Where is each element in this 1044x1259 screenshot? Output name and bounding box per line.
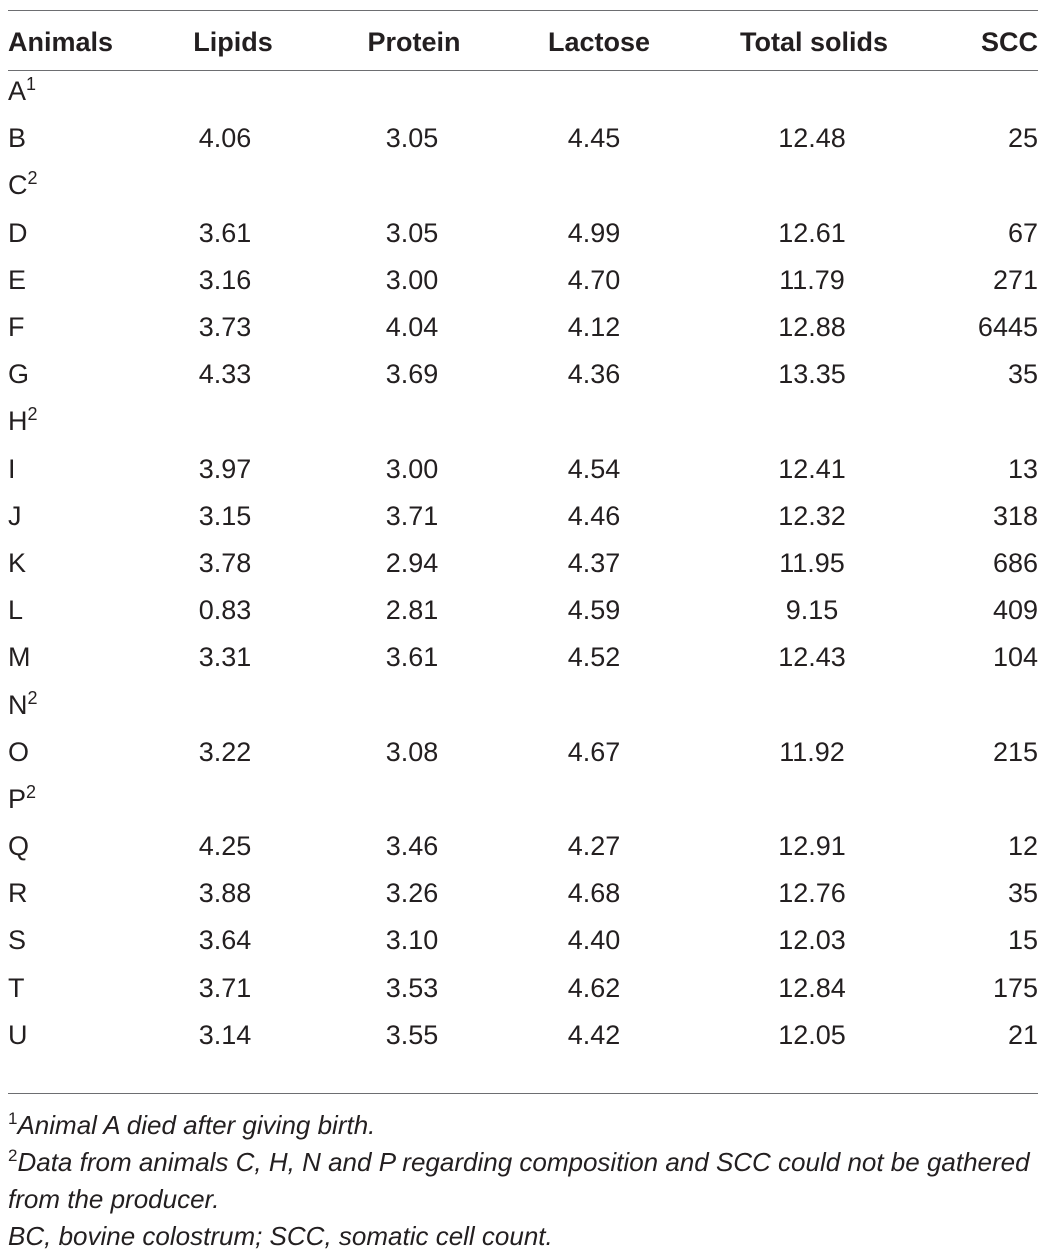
scc-cell: 104	[992, 642, 1038, 673]
animal-cell	[8, 68, 158, 115]
total-solids-cell	[698, 776, 930, 823]
lactose-cell: 4.62	[567, 972, 621, 1003]
animal-cell	[8, 1012, 158, 1059]
table-row	[8, 493, 1038, 540]
animal-label: T	[8, 972, 25, 1003]
lactose-cell: 4.40	[567, 925, 621, 956]
total-solids-cell: 12.76	[778, 878, 846, 909]
lactose-cell	[500, 68, 698, 115]
protein-cell: 3.55	[385, 1019, 439, 1050]
table-row	[8, 776, 1038, 823]
animal-cell	[8, 917, 158, 964]
footnote-marker: 1	[26, 74, 37, 95]
footnote-1-text: Animal A died after giving birth.	[17, 1110, 376, 1140]
lipids-cell: 3.22	[198, 736, 252, 767]
animal-label: S	[8, 925, 27, 956]
animal-label: O	[8, 736, 30, 767]
lactose-cell	[500, 398, 698, 445]
lipids-cell: 3.14	[198, 1019, 252, 1050]
footnote-abbreviations	[8, 1218, 1040, 1255]
animal-label: F	[8, 312, 25, 343]
animal-cell	[8, 304, 158, 351]
total-solids-cell: 11.79	[779, 264, 845, 295]
header-lactose: Lactose	[547, 26, 651, 57]
header-row	[8, 16, 1038, 68]
scc-cell	[930, 681, 1038, 728]
scc-cell	[930, 68, 1038, 115]
lactose-cell: 4.99	[567, 217, 621, 248]
lipids-cell: 3.16	[198, 264, 252, 295]
scc-cell: 67	[1007, 217, 1038, 248]
lipids-cell	[158, 68, 328, 115]
lactose-cell: 4.12	[567, 312, 621, 343]
lactose-cell: 4.27	[567, 831, 621, 862]
protein-cell	[328, 162, 500, 209]
footnote-marker: 2	[27, 404, 38, 425]
protein-cell: 3.00	[385, 264, 439, 295]
total-solids-cell: 12.03	[778, 925, 846, 956]
scc-cell: 271	[992, 264, 1038, 295]
table-row	[8, 917, 1038, 964]
header-protein: Protein	[367, 26, 461, 57]
footnote-marker: 2	[26, 781, 37, 802]
lactose-cell: 4.45	[567, 123, 621, 154]
animal-label: H	[8, 406, 28, 437]
animal-cell	[8, 210, 158, 257]
animal-label: R	[8, 878, 28, 909]
table-row	[8, 257, 1038, 304]
scc-cell: 25	[1007, 123, 1038, 154]
lipids-cell: 3.78	[198, 547, 252, 578]
scc-cell: 21	[1007, 1019, 1038, 1050]
total-solids-cell	[698, 162, 930, 209]
animal-label: N	[8, 689, 28, 720]
table-row	[8, 587, 1038, 634]
animal-label: J	[8, 500, 22, 531]
animal-label: C	[8, 170, 28, 201]
lactose-cell: 4.37	[567, 547, 621, 578]
protein-cell: 3.26	[385, 878, 439, 909]
animal-cell	[8, 587, 158, 634]
scc-cell: 175	[992, 972, 1038, 1003]
total-solids-cell: 12.32	[778, 500, 846, 531]
animal-label: A	[8, 76, 27, 107]
lipids-cell: 4.06	[198, 123, 252, 154]
animal-label: Q	[8, 831, 30, 862]
table-row	[8, 398, 1038, 445]
scc-cell: 409	[992, 595, 1038, 626]
total-solids-cell: 12.84	[778, 972, 846, 1003]
total-solids-cell: 11.95	[779, 547, 845, 578]
table-body	[8, 68, 1038, 1059]
animal-cell	[8, 681, 158, 728]
animal-cell	[8, 776, 158, 823]
total-solids-cell	[698, 681, 930, 728]
footnote-marker: 2	[27, 687, 38, 708]
scc-cell	[930, 398, 1038, 445]
table-row	[8, 540, 1038, 587]
animal-cell	[8, 870, 158, 917]
animal-cell	[8, 540, 158, 587]
lipids-cell: 3.31	[198, 642, 252, 673]
total-solids-cell	[698, 68, 930, 115]
total-solids-cell: 12.61	[778, 217, 846, 248]
protein-cell: 3.46	[385, 831, 439, 862]
animal-label: P	[8, 783, 27, 814]
lipids-cell: 3.73	[198, 312, 252, 343]
protein-cell: 3.08	[385, 736, 439, 767]
protein-cell: 3.71	[385, 500, 439, 531]
protein-cell: 3.61	[385, 642, 439, 673]
lactose-cell: 4.59	[567, 595, 621, 626]
protein-cell	[328, 68, 500, 115]
animal-label: E	[8, 264, 27, 295]
table-row	[8, 351, 1038, 398]
table-row	[8, 634, 1038, 681]
animal-cell	[8, 823, 158, 870]
lactose-cell: 4.67	[567, 736, 621, 767]
protein-cell: 3.05	[385, 217, 439, 248]
footnote-2-text: Data from animals C, H, N and P regarding composition and SCC could not be gathered from the producer.	[8, 1147, 1030, 1214]
lipids-cell: 3.97	[198, 453, 252, 484]
footnote-abbreviations-text: BC, bovine colostrum; SCC, somatic cell count.	[8, 1221, 553, 1251]
table-row	[8, 446, 1038, 493]
protein-cell	[328, 776, 500, 823]
animal-label: U	[8, 1019, 28, 1050]
protein-cell: 2.94	[385, 547, 439, 578]
total-solids-cell: 12.88	[778, 312, 846, 343]
scc-cell: 6445	[977, 312, 1038, 343]
scc-cell: 15	[1007, 925, 1038, 956]
lactose-cell	[500, 681, 698, 728]
lipids-cell: 4.33	[198, 359, 252, 390]
footnote-2	[8, 1144, 1040, 1218]
table-row	[8, 681, 1038, 728]
total-solids-cell: 12.91	[778, 831, 846, 862]
lipids-cell: 0.83	[198, 595, 252, 626]
total-solids-cell: 12.43	[778, 642, 846, 673]
lactose-cell	[500, 776, 698, 823]
bottom-rule	[8, 1093, 1038, 1094]
table-row	[8, 870, 1038, 917]
composition-table	[8, 16, 1038, 1059]
lactose-cell: 4.54	[567, 453, 621, 484]
footnote-1-mark: 1	[8, 1109, 18, 1128]
scc-cell: 13	[1007, 453, 1038, 484]
header-lipids: Lipids	[193, 26, 273, 57]
table-row	[8, 965, 1038, 1012]
animal-label: L	[8, 595, 24, 626]
lipids-cell: 3.88	[198, 878, 252, 909]
table-row	[8, 1012, 1038, 1059]
animal-label: G	[8, 359, 30, 390]
lactose-cell: 4.70	[567, 264, 621, 295]
protein-cell: 3.69	[385, 359, 439, 390]
total-solids-cell: 12.05	[778, 1019, 846, 1050]
scc-cell: 12	[1007, 831, 1038, 862]
table-row	[8, 210, 1038, 257]
lipids-cell	[158, 162, 328, 209]
header-scc: SCC	[980, 26, 1038, 57]
lipids-cell	[158, 776, 328, 823]
animal-label: M	[8, 642, 31, 673]
animal-cell	[8, 257, 158, 304]
protein-cell: 3.10	[385, 925, 439, 956]
lactose-cell: 4.52	[567, 642, 621, 673]
footnote-2-mark: 2	[8, 1146, 18, 1165]
protein-cell: 3.53	[385, 972, 439, 1003]
lipids-cell	[158, 398, 328, 445]
animal-label: I	[8, 453, 16, 484]
lipids-cell: 3.64	[198, 925, 252, 956]
lactose-cell: 4.36	[567, 359, 621, 390]
footnote-1	[8, 1107, 1040, 1144]
table-row	[8, 68, 1038, 115]
total-solids-cell	[698, 398, 930, 445]
animal-cell	[8, 729, 158, 776]
animal-cell	[8, 162, 158, 209]
header-animals: Animals	[8, 26, 114, 57]
animal-label: D	[8, 217, 28, 248]
footnote-marker: 2	[27, 168, 38, 189]
animal-label: K	[8, 547, 27, 578]
protein-cell: 2.81	[385, 595, 439, 626]
animal-cell	[8, 446, 158, 493]
animal-cell	[8, 115, 158, 162]
lipids-cell: 4.25	[198, 831, 252, 862]
top-rule	[8, 10, 1038, 11]
protein-cell	[328, 681, 500, 728]
total-solids-cell: 13.35	[778, 359, 846, 390]
animal-label: B	[8, 123, 27, 154]
lipids-cell: 3.71	[198, 972, 252, 1003]
animal-cell	[8, 351, 158, 398]
animal-cell	[8, 965, 158, 1012]
scc-cell	[930, 162, 1038, 209]
table-row	[8, 304, 1038, 351]
protein-cell: 4.04	[385, 312, 439, 343]
protein-cell: 3.00	[385, 453, 439, 484]
lactose-cell: 4.68	[567, 878, 621, 909]
total-solids-cell: 12.41	[778, 453, 846, 484]
animal-cell	[8, 493, 158, 540]
table-row	[8, 162, 1038, 209]
lactose-cell: 4.42	[567, 1019, 621, 1050]
protein-cell: 3.05	[385, 123, 439, 154]
animal-cell	[8, 634, 158, 681]
lipids-cell: 3.61	[198, 217, 252, 248]
lipids-cell: 3.15	[198, 500, 252, 531]
lipids-cell	[158, 681, 328, 728]
animal-cell	[8, 398, 158, 445]
table-row	[8, 729, 1038, 776]
scc-cell: 35	[1007, 359, 1038, 390]
scc-cell	[930, 776, 1038, 823]
lactose-cell: 4.46	[567, 500, 621, 531]
scc-cell: 318	[992, 500, 1038, 531]
scc-cell: 35	[1007, 878, 1038, 909]
protein-cell	[328, 398, 500, 445]
scc-cell: 686	[992, 547, 1038, 578]
total-solids-cell: 11.92	[779, 736, 845, 767]
lactose-cell	[500, 162, 698, 209]
scc-cell: 215	[992, 736, 1038, 767]
header-total-solids: Total solids	[739, 26, 888, 57]
table-row	[8, 115, 1038, 162]
table-row	[8, 823, 1038, 870]
total-solids-cell: 12.48	[778, 123, 846, 154]
total-solids-cell: 9.15	[785, 595, 839, 626]
footnotes	[8, 1107, 1040, 1255]
